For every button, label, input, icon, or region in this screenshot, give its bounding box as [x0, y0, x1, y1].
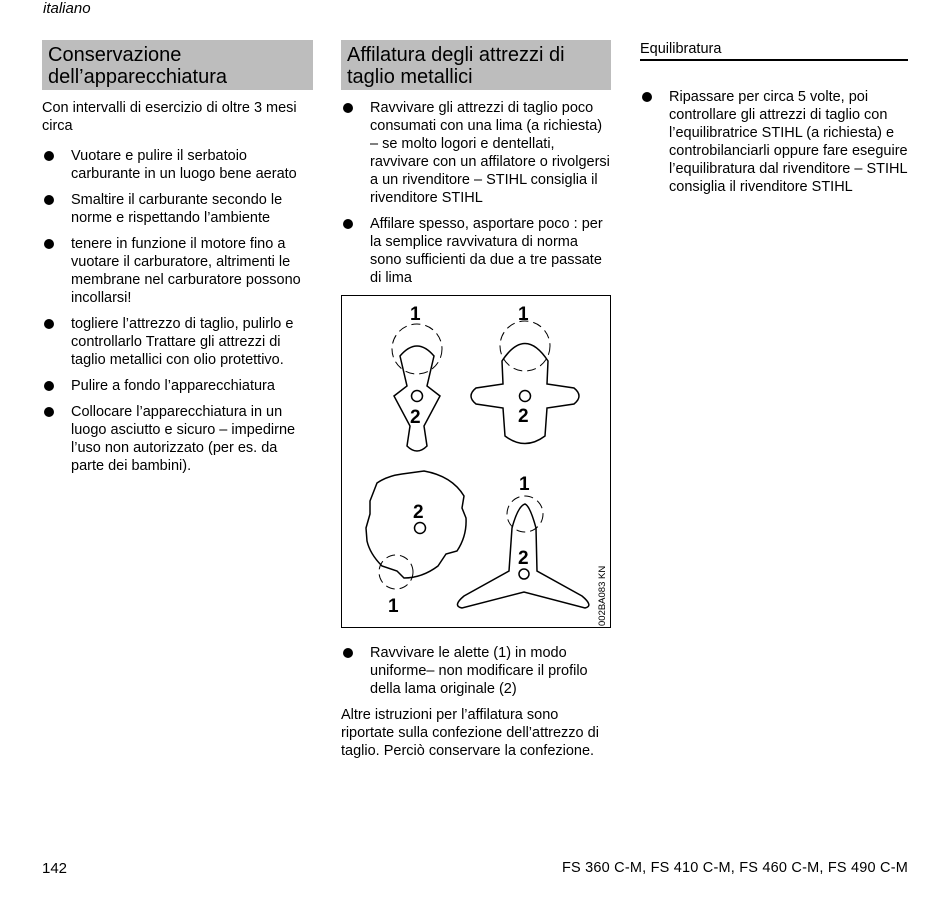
center-hole	[519, 569, 529, 579]
sharpening-bullet-list	[341, 99, 611, 287]
storage-bullet-list	[42, 147, 313, 475]
center-hole	[412, 391, 423, 402]
storage-bullet: Smaltire il carburante secondo le norme e rispettando l’ambiente	[42, 191, 313, 227]
blade-sharpening-figure	[341, 295, 611, 628]
sharpening-heading-line2: taglio metallici	[347, 66, 473, 88]
storage-bullet: togliere l’attrezzo di taglio, pulirlo e controllarlo Trattare gli attrezzi di taglio metallici con olio protettivo.	[42, 315, 313, 369]
storage-bullet: Collocare l’apparecchiatura in un luogo asciutto e sicuro – impedirne l’uso non autorizzato (per es. da parte dei bambini).	[42, 403, 313, 475]
sharpening-heading-line1: Affilatura degli attrezzi di	[347, 44, 565, 66]
model-list: FS 360 C-M, FS 410 C-M, FS 460 C-M, FS 490 C-M	[562, 860, 908, 876]
balancing-subheading: Equilibratura	[640, 40, 908, 61]
storage-intro: Con intervalli di esercizio di oltre 3 mesi circa	[42, 100, 297, 134]
storage-section	[42, 40, 313, 483]
sharpening-bullet: Affilare spesso, asportare poco : per la semplice ravvivatura di norma sono sufficienti da due a tre passate di lima	[341, 215, 611, 287]
packaging-note: Altre istruzioni per l’affilatura sono riportate sulla confezione dell’attrezzo di taglio. Perciò conservare la confezione.	[341, 707, 599, 759]
wing-label: 1	[410, 304, 421, 325]
storage-heading-line1: Conservazione	[48, 44, 182, 66]
blade-diagram	[342, 296, 610, 627]
balancing-section	[640, 40, 908, 204]
sharpening-section	[341, 40, 611, 772]
wing-label: 1	[518, 304, 529, 325]
center-hole	[520, 391, 531, 402]
sharpening-heading	[341, 40, 611, 90]
profile-label: 2	[413, 502, 424, 523]
profile-label: 2	[518, 548, 529, 569]
figure-code: 002BA083 KN	[597, 565, 608, 626]
wing-label: 1	[519, 474, 530, 495]
storage-bullet: Pulire a fondo l’apparecchiatura	[42, 377, 313, 395]
page-number: 142	[42, 860, 68, 877]
sharpening-bullet: Ravvivare gli attrezzi di taglio poco consumati con una lima (a richiesta) – se molto logori e dentellati, ravvivare con un affilatore o rivolgersi a un rivenditore – STIHL consiglia il rivenditore STIHL	[341, 99, 611, 207]
storage-bullet: Vuotare e pulire il serbatoio carburante in un luogo bene aerato	[42, 147, 313, 183]
storage-heading-line2: dell’apparecchiatura	[48, 66, 228, 88]
storage-bullet: tenere in funzione il motore fino a vuotare il carburatore, altrimenti le membrane nel carburatore possono incollarsi!	[42, 235, 313, 307]
profile-label: 2	[518, 406, 529, 427]
wing-sharpening-bullet: Ravvivare le alette (1) in modo uniforme– non modificare il profilo della lama originale (2)	[341, 644, 611, 698]
profile-label: 2	[410, 407, 421, 428]
balancing-bullet: Ripassare per circa 5 volte, poi controllare gli attrezzi di taglio con l’equilibratrice STIHL (a richiesta) e controbilanciarli oppure fare eseguire l’equilibratura dal rivenditore – STIHL consiglia il rivenditore STIHL	[640, 88, 908, 196]
storage-heading	[42, 40, 313, 90]
wing-label: 1	[388, 596, 399, 617]
language-label: italiano	[43, 0, 91, 17]
balancing-bullet-list	[640, 88, 908, 196]
wing-sharpening-bullet-list	[341, 644, 611, 698]
center-hole	[415, 523, 426, 534]
